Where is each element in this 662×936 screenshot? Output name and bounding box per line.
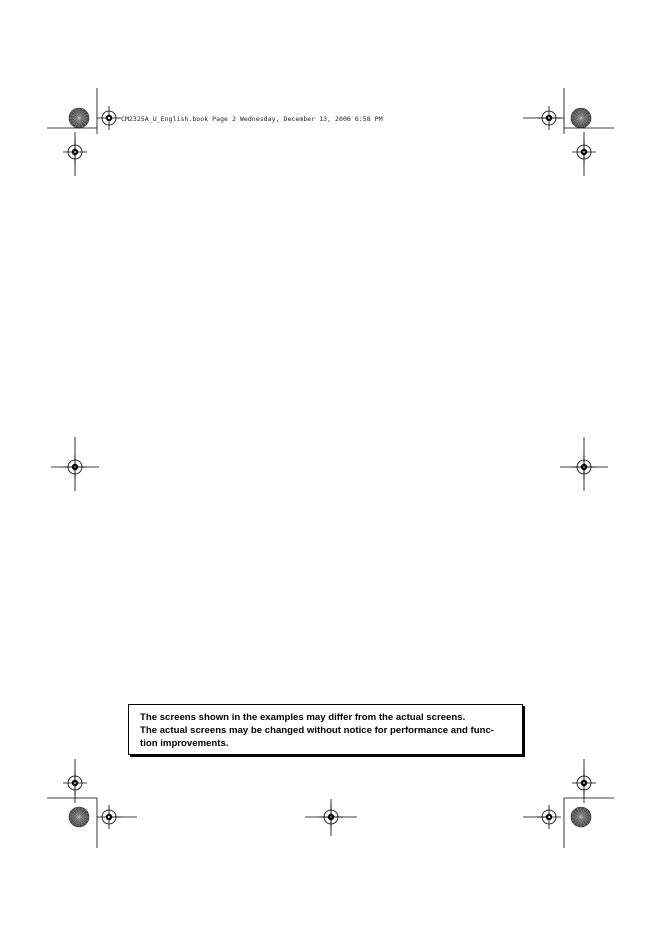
notice-line: The screens shown in the examples may differ from the actual screens.: [140, 712, 466, 723]
notice-line: tion improvements.: [140, 738, 229, 749]
color-registration-wheel-icon: [571, 108, 591, 128]
notice-box: [128, 704, 523, 755]
notice-line: The actual screens may be changed without notice for performance and func-: [140, 725, 494, 736]
header-slug: CM2325A_U_English.book Page 2 Wednesday, December 13, 2006 6:58 PM: [121, 115, 383, 123]
color-registration-wheel-icon: [69, 108, 89, 128]
color-registration-wheel-icon: [69, 807, 89, 827]
color-registration-wheel-icon: [571, 807, 591, 827]
registration-crosshair-icon: [97, 106, 121, 130]
